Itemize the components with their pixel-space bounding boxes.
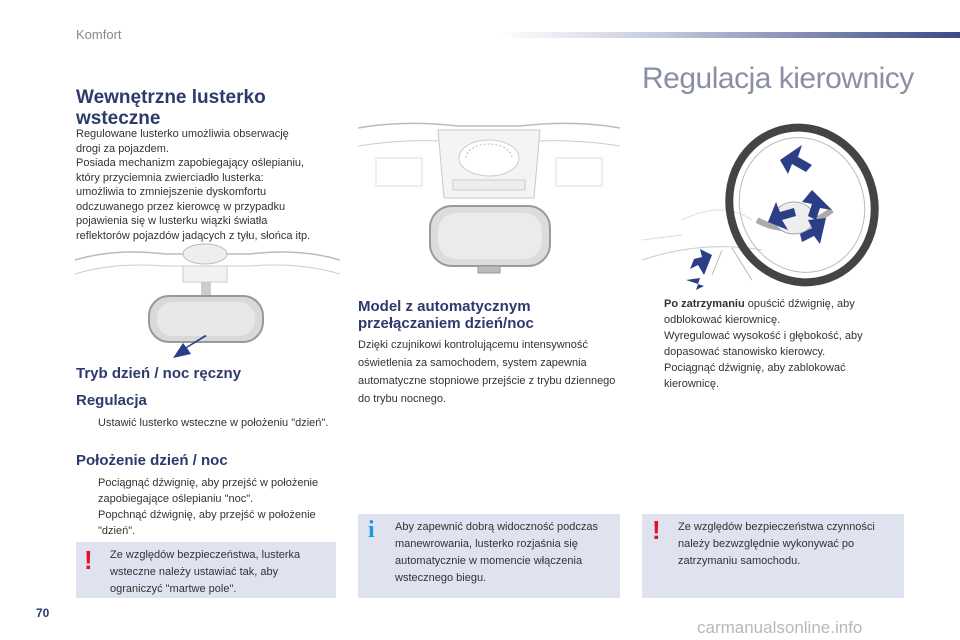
auto-info-text: Aby zapewnić dobrą widoczność podczas manewrowania, lusterko rozjaśnia się automatycznie w momencie włączenia wstecznego biegu. [395, 521, 599, 584]
position-bullet-2: Popchnąć dźwignię, aby przejść w położenie "dzień". [98, 509, 316, 537]
steering-warning-text: Ze względów bezpieczeństwa czynności należy bezwzględnie wykonywać po zatrzymaniu samochodu. [678, 521, 875, 567]
section-title: Regulacja kierownicy [642, 62, 914, 95]
mirror-auto-illustration [358, 118, 620, 293]
adjust-title: Regulacja [76, 392, 147, 409]
info-icon: i [368, 517, 375, 543]
chapter-label: Komfort [76, 27, 122, 42]
page-number: 70 [36, 606, 50, 620]
auto-info-box [358, 514, 620, 598]
steering-warning-box [642, 514, 904, 598]
steering-bullet-3: Pociągnąć dźwignię, aby zablokować kierownicę. [664, 362, 846, 390]
position-bullet-1: Pociągnąć dźwignię, aby przejść w położenie zapobiegające oślepianiu "noc". [98, 477, 319, 505]
auto-mode-title: Model z automatycznym przełączaniem dzień/noc [358, 298, 534, 332]
header-gradient-bar [500, 32, 960, 38]
mirror-warning-box [76, 542, 336, 598]
warning-icon: ! [652, 515, 661, 545]
adjust-bullet-1: Ustawić lusterko wsteczne w położeniu "dzień". [98, 417, 329, 429]
warning-icon: ! [84, 545, 93, 575]
mirror-manual-illustration [75, 240, 340, 365]
mirror-warning-text: Ze względów bezpieczeństwa, lusterka wsteczne należy ustawiać tak, aby ograniczyć "martwe pole". [110, 549, 301, 595]
auto-mode-body: Dzięki czujnikowi kontrolującemu intensywność oświetlenia za samochodem, system zapewnia automatyczne stopniowe przejście z trybu dziennego do trybu nocnego. [358, 339, 616, 405]
steering-bullet-2: Wyregulować wysokość i głębokość, aby dopasować stanowisko kierowcy. [664, 330, 863, 358]
watermark: carmanualsonline.info [697, 618, 863, 637]
steering-bullet-1: Po zatrzymaniu opuścić dźwignię, aby odblokować kierownicę. [664, 298, 855, 326]
manual-mode-title: Tryb dzień / noc ręczny [76, 365, 242, 382]
steering-wheel-illustration [642, 110, 904, 290]
mirror-intro: Regulowane lusterko umożliwia obserwację drogi za pojazdem. Posiada mechanizm zapobiegający oślepianiu, który przyciemnia zwierciadło lusterka: umożliwia to zmniejszenie dyskomfortu odczuwanego przez kierowcę w przypadku pojawienia się w lusterku wiązki światła reflektorów pojazdów jadących z tyłu, słońca itp. [76, 128, 311, 242]
position-title: Położenie dzień / noc [76, 452, 228, 469]
mirror-title: Wewnętrzne lusterko wsteczne [76, 87, 266, 129]
